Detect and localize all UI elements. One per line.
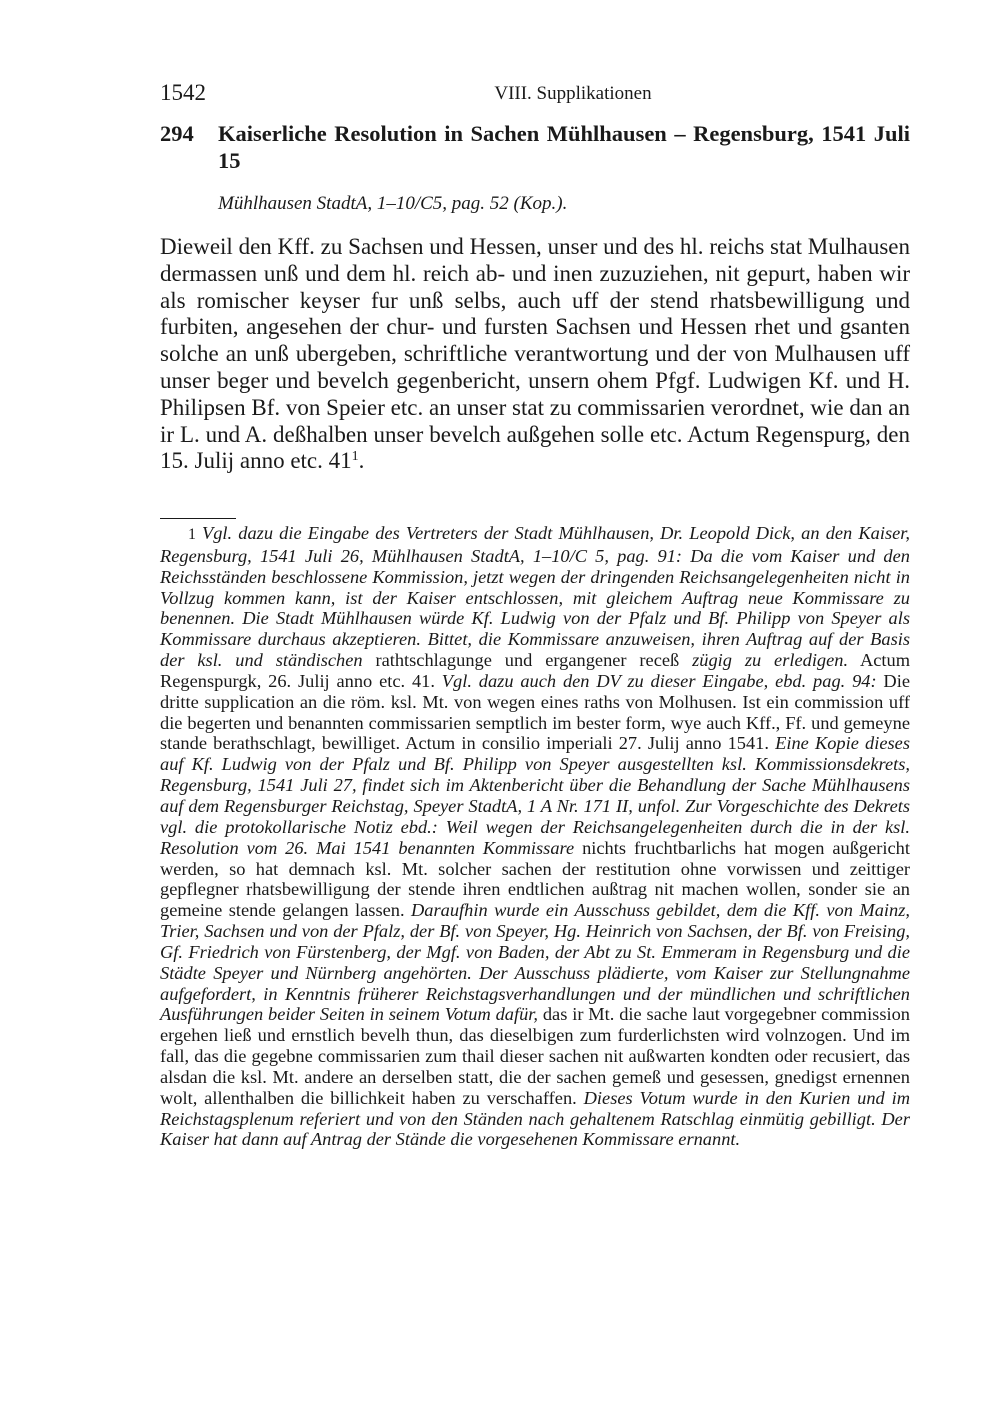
footnote-segment: Vgl. dazu die Eingabe des Vertreters der Stadt Mühlhausen, Dr. Leopold Dick, an den Kaiser, Regensburg, 1541 Juli 26, Mühlhausen StadtA, 1–10/C 5, pag. 91: Da die vom Kaiser und den Reichsständen beschlossene Kommission, jetzt wegen der dringenden Reichsangelegenheiten nicht in Vollzug kommen kann, ist der Kaiser entschlossen, mit gleichem Auftrag neue Kommissare zu benennen. Die Stadt Mühlhausen würde Kf. Ludwig von der Pfalz und Bf. Philipp von Speyer als Kommissare durchaus akzeptieren. Bittet, die Kommissare anzuweisen, ihren Auftrag auf der Basis der ksl. und ständischen (160, 523, 910, 671)
footnote-segment: Actum Regenspurgk, 26. Julij anno etc. 41. (160, 650, 910, 691)
page-header (160, 80, 910, 108)
footnote-divider (160, 518, 236, 519)
footnote-segment: Eine Kopie dieses auf Kf. Ludwig von der Pfalz und Bf. Philipp von Speyer ausgestellten ksl. Kommissionsdekrets, Regensburg, 1541 Juli 27, findet sich im Aktenbericht über die Behandlung der Sache Mühlhausens auf dem Regensburger Reichstag, Speyer StadtA, 1 A Nr. 171 II, unfol. Zur Vorgeschichte des Dekrets vgl. die protokollarische Notiz ebd.: Weil wegen der Reichsangelegenheiten durch die in der ksl. Resolution vom 26. Mai 1541 benannten Kommissare (160, 733, 910, 858)
document-body: Dieweil den Kff. zu Sachsen und Hessen, unser und des hl. reichs stat Mulhausen dermassen unß und dem hl. reich ab- und inen zuzuziehen, nit gepurt, haben wir als romischer keyser fur unß selbs, auch uff der stend rhatsbewilligung und furbiten, angesehen der chur- und fursten Sachsen und Hessen rhet und gsanten solche an unß ubergeben, schriftliche verantwortung und der von Mulhausen uff unser beger und bevelch gegenbericht, unsern ohem Pfgf. Ludwigen Kf. und H. Philipsen Bf. von Speier etc. an unser stat zu commissarien verordnet, wie dan an ir L. und A. deßhalben unser bevelch außgehen solle etc. Actum Regenspurg, den 15. Julij anno etc. $41^1$. (160, 234, 910, 474)
source-citation: Mühlhausen StadtA, 1–10/C5, pag. 52 (Kop.). (218, 193, 568, 214)
page-number: 1542 (160, 80, 206, 105)
body-text: Dieweil den Kff. zu Sachsen und Hessen, unser und des hl. reichs stat Mulhausen dermassen unß und dem hl. reich ab- und inen zuzuziehen, nit gepurt, haben wir als romischer keyser fur unß selbs, auch uff der stend rhatsbewilligung und furbiten, angesehen der chur- und fursten Sachsen und Hessen rhet und gsanten solche an unß ubergeben, schriftliche verantwortung und der von Mulhausen uff unser beger und bevelch gegenbericht, unsern ohem Pfgf. Ludwigen Kf. und H. Philipsen Bf. von Speier etc. an unser stat zu commissarien verordnet, wie dan an ir L. und A. deßhalben unser bevelch außgehen solle etc. Actum Regenspurg, den 15. Julij anno etc. 41 (160, 234, 910, 474)
footnote-segment: rathtschlagunge und ergangener receß (362, 650, 693, 671)
footnote-segment: Daraufhin wurde ein Ausschuss gebildet, dem die Kff. von Mainz, Trier, Sachsen und von der Pfalz, der Bf. von Speyer, Hg. Heinrich von Sachsen, der Bf. von Freising, Gf. Friedrich von Fürstenberg, der Mgf. von Baden, der Abt zu St. Emmeram in Regensburg und die Städte Speyer und Nürnberg angehörten. Der Ausschuss plädierte, vom Kaiser zur Stellungnahme aufgefordert, in Kenntnis früherer Reichstagsverhandlungen und der mündlichen und schriftlichen Ausführungen beider Seiten in seinem Votum dafür, (160, 900, 910, 1025)
document-number: 294 (160, 121, 194, 146)
footnote-segment: zügig zu erledigen. (692, 650, 849, 671)
running-head: VIII. Supplikationen (494, 83, 652, 104)
footnote-segment: Dieses Votum wurde in den Kurien und im Reichstagsplenum referiert und von den Ständen nach gehaltenem Ratschlag einmütig gebilligt. Der Kaiser hat dann auf Antrag der Stände die vorgesehenen Kommissare ernannt. (160, 1087, 910, 1150)
footnote-segment: Vgl. dazu auch den DV zu dieser Eingabe, ebd. pag. 94: (441, 670, 877, 691)
footnote-reference[interactable]: 1 (351, 449, 359, 465)
footnote-segment: das ir Mt. die sache laut vorgegebner commission ergehen ließ und ernstlich bevelh thun, das dieselbigen zum furderlichsten wird volnzogen. Und im fall, das die gegebne commissarien zum thail dieser sachen nit außwarten kondten oder recusiert, das alsdan die ksl. Mt. andere an derselben statt, die der sachen gemeß und gesessen, gnedigst ernennen wolt, allenthalben die billichkeit haben zu verschaffen. (160, 1004, 910, 1108)
document-heading (160, 120, 910, 174)
footnote-1 (160, 523, 910, 1150)
footnote-segment: nichts fruchtbarlichs hat mogen außgericht werden, so hat demnach ksl. Mt. solcher sachen der restitution ohne vorwissen und zeittiger gepflegner rhatsbewilligung der stende ihren endtlichen außtrag nit machen wollen, sonder sie an gemeine stende gelangen lassen. (160, 837, 910, 921)
footnote-segment: Die dritte supplication an die röm. ksl. Mt. von wegen eines raths von Molhusen. Ist ein commission uff die begerten und benannten commissarien semptlich im bester form, wye auch Kff., Ff. und gemeyne stande berathschlagt, bewilliget. Actum in consilio imperiali 27. Julij anno 1541. (160, 670, 910, 754)
footnote-mark: 1 (188, 526, 196, 543)
document-title: Kaiserliche Resolution in Sachen Mühlhausen – Regensburg, 1541 Juli 15 (218, 121, 910, 173)
